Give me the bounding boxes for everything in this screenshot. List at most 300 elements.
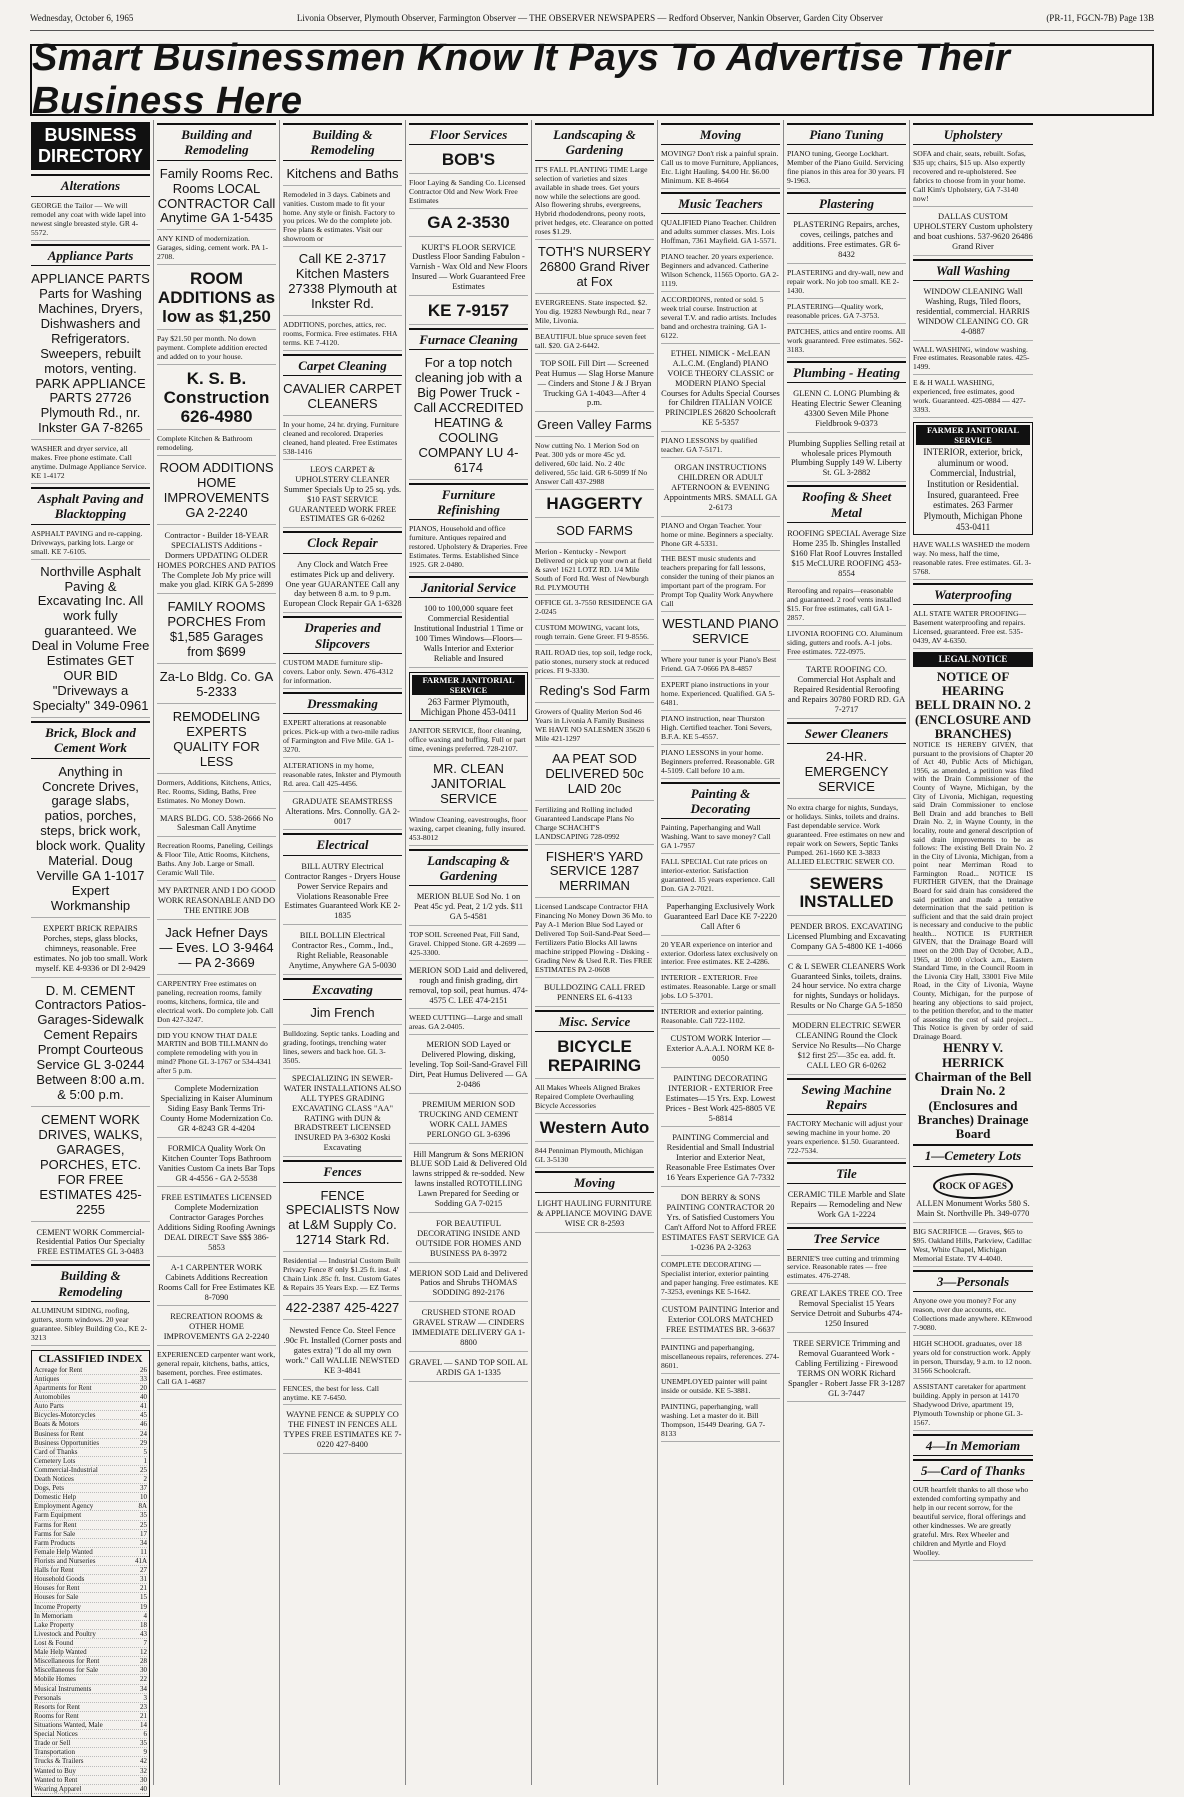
index-number: 35 bbox=[140, 1511, 147, 1520]
ad: Fertilizing and Rolling included Guaranteed Landscape Plans No Charge SCHACHT'S LANDSCAPING 728-0992 bbox=[535, 804, 654, 845]
ad: Green Valley Farms bbox=[535, 415, 654, 437]
heading-building-remodeling: Building and Remodeling bbox=[157, 123, 276, 161]
index-category: Employment Agency bbox=[34, 1502, 94, 1511]
ad: Anyone owe you money? For any reason, over due accounts, etc. Collections made anywhere. KEnwood 7-9080. bbox=[913, 1295, 1033, 1336]
index-row bbox=[34, 1384, 147, 1393]
ad: Any Clock and Watch Free estimates Pick up and delivery. One year GUARANTEE Call any day between 8 a.m. to 9 p.m. European Clock Repair GA 1-6328 bbox=[283, 557, 402, 614]
index-row bbox=[34, 1539, 147, 1548]
ad: Bulldozing. Septic tanks. Loading and grading, footings, trenching water lines, sewers and back hoe. GL 3-3505. bbox=[283, 1028, 402, 1069]
ad: SEWERS INSTALLED bbox=[787, 872, 906, 916]
index-category: Domestic Help bbox=[34, 1493, 77, 1502]
ad: Recreation Rooms, Paneling, Ceilings & Floor Tile, Attic Rooms, Kitchens, Baths. Any Job. Large or Small. Ceramic Wall Tile. bbox=[157, 840, 276, 881]
column-8 bbox=[910, 120, 1036, 1785]
ad: CEMENT WORK Commercial-Residential Patios Our Specialty FREE ESTIMATES GL 3-0483 bbox=[31, 1225, 150, 1262]
ad: Growers of Quality Merion Sod 46 Years in Livonia A Family Business WE HAVE NO SALESMEN 35620 6 Mile 421-1297 bbox=[535, 706, 654, 747]
ad: All Makes Wheels Aligned Brakes Repaired Complete Overhauling Bicycle Accessories bbox=[535, 1082, 654, 1114]
index-category: Household Goods bbox=[34, 1575, 85, 1584]
index-row bbox=[34, 1639, 147, 1648]
index-row bbox=[34, 1393, 147, 1402]
ad: PIANO tuning, George Lockhart. Member of the Piano Guild. Servicing fine pianos in this area for 30 years. FI 9-1963. bbox=[787, 148, 906, 189]
heading-plastering: Plastering bbox=[787, 192, 906, 214]
ad: ROOM ADDITIONS as low as $1,250 bbox=[157, 267, 276, 330]
ad: FAMILY ROOMS PORCHES From $1,585 Garages from $699 bbox=[157, 597, 276, 664]
ad: RECREATION ROOMS & OTHER HOME IMPROVEMENTS GA 2-2240 bbox=[157, 1309, 276, 1346]
rock-of-ages-ad bbox=[913, 1170, 1033, 1223]
ad: GRADUATE SEAMSTRESS Alterations. Mrs. Connolly. GA 2-0017 bbox=[283, 794, 402, 831]
ad: PIANO teacher. 20 years experience. Beginners and advanced. Catherine Wilson Schenck, 11565 Oporto. GA 2-1119. bbox=[661, 251, 780, 292]
legal-notice-bar: LEGAL NOTICE bbox=[913, 652, 1033, 667]
ad: ALLEN Monument Works 580 S. Main St. Northville Ph. 349-0770 bbox=[916, 1199, 1030, 1219]
ad: MODERN ELECTRIC SEWER CLEANING Round the Clock Service No Results—No Charge $12 first 25'—35c ea. add. ft. CALL LEO GR 6-0262 bbox=[787, 1018, 906, 1075]
ad: WEED CUTTING—Large and small areas. GA 2-0405. bbox=[409, 1012, 528, 1035]
ad: CRUSHED STONE ROAD GRAVEL STRAW — CINDERS IMMEDIATE DELIVERY GA 1-8800 bbox=[409, 1305, 528, 1352]
index-category: Card of Thanks bbox=[34, 1447, 78, 1456]
ad: GRAVEL — SAND TOP SOIL AL ARDIS GA 1-1335 bbox=[409, 1355, 528, 1382]
index-category: Lake Property bbox=[34, 1620, 74, 1629]
index-row bbox=[34, 1675, 147, 1684]
ad: PAINTING and paperhanging, miscellaneous repairs, references. 274-8601. bbox=[661, 1342, 780, 1374]
heading-piano-tuning: Piano Tuning bbox=[787, 123, 906, 145]
ad: Reding's Sod Farm bbox=[535, 681, 654, 703]
ad: Kitchens and Baths bbox=[283, 164, 402, 186]
index-category: In Memoriam bbox=[34, 1611, 73, 1620]
ad: FACTORY Mechanic will adjust your sewing machine in your home. 20 years experience. $1.50. Guaranteed. 722-7534. bbox=[787, 1118, 906, 1159]
index-number: 17 bbox=[140, 1529, 147, 1538]
index-number: 11 bbox=[140, 1547, 147, 1556]
index-row bbox=[34, 1566, 147, 1575]
index-row bbox=[34, 1402, 147, 1411]
heading-waterproofing: Waterproofing bbox=[913, 583, 1033, 605]
ad: WESTLAND PIANO SERVICE bbox=[661, 614, 780, 651]
index-number: 21 bbox=[140, 1711, 147, 1720]
index-category: Farm Products bbox=[34, 1538, 76, 1547]
ad: CUSTOM MADE furniture slip-covers. Labor only. Sewn. 476-4312 for information. bbox=[283, 657, 402, 689]
index-number: 22 bbox=[140, 1675, 147, 1684]
ad: PIANO LESSONS by qualified teacher. GA 7-5171. bbox=[661, 435, 780, 458]
index-row bbox=[34, 1484, 147, 1493]
heading-building-remodeling: Building & Remodeling bbox=[31, 1264, 150, 1302]
ad: PIANO LESSONS in your home. Beginners preferred. Reasonable. GR 4-5109. Call before 10 a.m. bbox=[661, 747, 780, 779]
index-category: Situations Wanted, Male bbox=[34, 1721, 103, 1729]
ad: Hill Mangrum & Sons MERION BLUE SOD Laid & Delivered Old lawns stripped & re-sodded. New lawns installed ROTOTILLING Lawn Prepared for Seeding or Sodding GA 7-0215 bbox=[409, 1147, 528, 1213]
heading-sewer-cleaners: Sewer Cleaners bbox=[787, 722, 906, 744]
index-category: Apartments for Rent bbox=[34, 1383, 92, 1392]
ad: Northville Asphalt Paving & Excavating Inc. All work fully guaranteed. We Deal in Volume Free Estimates GET OUR BID "Driveways a Specialty" 349-0961 bbox=[31, 562, 150, 718]
index-number: 6 bbox=[143, 1730, 147, 1739]
dateline-date: Wednesday, October 6, 1965 bbox=[30, 13, 134, 23]
index-category: Trade or Sell bbox=[34, 1739, 71, 1748]
index-category: Bicycles-Motorcycles bbox=[34, 1411, 96, 1420]
heading-card-of-thanks: 5—Card of Thanks bbox=[913, 1459, 1033, 1481]
ad: KURT'S FLOOR SERVICE Dustless Floor Sanding Fabulon - Varnish - Wax Old and New Floors Insured — Work Guaranteed Free Estimates bbox=[409, 240, 528, 297]
index-number: 31 bbox=[140, 1575, 147, 1584]
index-row bbox=[34, 1448, 147, 1457]
index-number: 12 bbox=[140, 1648, 147, 1657]
index-row bbox=[34, 1703, 147, 1712]
index-number: 41 bbox=[140, 1402, 147, 1411]
index-number: 1 bbox=[143, 1456, 147, 1465]
ad: BICYCLE REPAIRING bbox=[535, 1035, 654, 1079]
ad: ASSISTANT caretaker for apartment building. Apply in person at 14170 Shadywood Drive, apartment 19, Plymouth Township or phone GL 3-1567. bbox=[913, 1381, 1033, 1431]
column-4 bbox=[406, 120, 532, 1785]
heading-furnace-cleaning: Furnace Cleaning bbox=[409, 328, 528, 350]
ad: MERION BLUE Sod No. 1 on Peat 45c yd. Peat, 2 1/2 yds. $11 GA 5-4581 bbox=[409, 889, 528, 926]
ad: Merion - Kentucky - Newport Delivered or pick up your own at field & save! 1621 LOTZ RD. 1/4 Mile South of Ford Rd. West of Newburgh Rd. PLYMOUTH bbox=[535, 546, 654, 596]
ad: Newsted Fence Co. Steel Fence .90c Ft. Installed (Corner posts and gates extra) "I do all my own work." Call WALLIE NEWSTED KE 3-4841 bbox=[283, 1323, 402, 1380]
ad: BILL BOLLIN Electrical Contractor Res., Comm., Ind., Right Reliable, Reasonable Anytime, Anywhere GA 5-0030 bbox=[283, 928, 402, 975]
heading-personals: 3—Personals bbox=[913, 1270, 1033, 1292]
column-3 bbox=[280, 120, 406, 1785]
heading-tree-service: Tree Service bbox=[787, 1227, 906, 1249]
ad: BILL AUTRY Electrical Contractor Ranges - Dryers House Power Service Repairs and Violations Reasonable Free Estimates Guaranteed Work KE 2-1835 bbox=[283, 859, 402, 925]
heading-moving: Moving bbox=[535, 1171, 654, 1193]
ad: CERAMIC TILE Marble and Slate Repairs — Remodeling and New Work GA 1-2224 bbox=[787, 1187, 906, 1224]
index-category: Miscellaneous for Sale bbox=[34, 1666, 99, 1675]
ad: APPLIANCE PARTS Parts for Washing Machines, Dryers, Dishwashers and Refrigerators. Sweepers, rebuilt motors, venting. PARK APPLIANCE PARTS 27726 Plymouth Rd., nr. Inkster GA 7-8265 bbox=[31, 269, 150, 440]
ad: 20 YEAR experience on interior and exterior. Odorless latex exclusively on interior. Free estimates. KE 2-4286. bbox=[661, 939, 780, 971]
heading-appliance-parts: Appliance Parts bbox=[31, 244, 150, 266]
ad: PAINTING Commercial and Residential and Small Industrial Interior and Exterior Neat, Reasonable Free Estimates Over 16 Years Experience GA 7-7332 bbox=[661, 1130, 780, 1187]
heading-carpet-cleaning: Carpet Cleaning bbox=[283, 354, 402, 376]
index-category: Personals bbox=[34, 1693, 61, 1702]
farmer-ad-title: FARMER JANITORIAL SERVICE bbox=[916, 425, 1030, 445]
column-2 bbox=[154, 120, 280, 1785]
index-number: 37 bbox=[140, 1484, 147, 1493]
ad: PREMIUM MERION SOD TRUCKING AND CEMENT WORK CALL JAMES PERLONGO GL 3-6396 bbox=[409, 1097, 528, 1144]
index-number: 25 bbox=[140, 1465, 147, 1474]
index-number: 14 bbox=[140, 1721, 147, 1729]
ad: REMODELING EXPERTS QUALITY FOR LESS bbox=[157, 707, 276, 774]
index-category: Male Help Wanted bbox=[34, 1648, 87, 1657]
column-7 bbox=[784, 120, 910, 1785]
ad: Western Auto bbox=[535, 1116, 654, 1142]
index-category: Wearing Apparel bbox=[34, 1784, 82, 1793]
ad: QUALIFIED Piano Teacher. Children and adults summer classes. Mrs. Lois Hoffman, 7361 Mayfield. GA 1-5571. bbox=[661, 217, 780, 249]
index-category: Wanted to Buy bbox=[34, 1766, 76, 1775]
ad: BIG SACRIFICE — Graves, $65 to $95. Oakland Hills, Parkview, Cadillac West, White Chapel, Michigan Memorial Estate. TV 4-4040. bbox=[913, 1226, 1033, 1267]
index-number: 9 bbox=[143, 1748, 147, 1757]
index-number: 3 bbox=[143, 1693, 147, 1702]
farmer-ad-body: 263 Farmer Plymouth, Michigan Phone 453-0411 bbox=[420, 696, 517, 718]
ad: E & H WALL WASHING, experienced, free estimates, good work. Guaranteed. 425-0884 — 427-3393. bbox=[913, 377, 1033, 418]
heading-plumbing-heating: Plumbing - Heating bbox=[787, 361, 906, 383]
ad: 422-2387 425-4227 bbox=[283, 1298, 402, 1320]
index-category: Rooms for Rent bbox=[34, 1711, 79, 1720]
ad: TREE SERVICE Trimming and Removal Guaranteed Work - Cabling Fertilizing - Firewood TERMS ON WORK Richard Spangler - Robert Jasse FR 3-1287 GL 3-7447 bbox=[787, 1336, 906, 1402]
ad: Za-Lo Bldg. Co. GA 5-2333 bbox=[157, 667, 276, 704]
heading-roofing: Roofing & Sheet Metal bbox=[787, 485, 906, 523]
ad: KE 7-9157 bbox=[409, 299, 528, 325]
ad: ACCORDIONS, rented or sold. 5 week trial course. Instruction at several T.V. and radio artists. Includes band and orchestra training. GA 1-6122. bbox=[661, 294, 780, 344]
ad: PATCHES, attics and entire rooms. All work guaranteed. Free estimates. 562-3183. bbox=[787, 326, 906, 358]
index-number: 18 bbox=[140, 1620, 147, 1629]
farmer-ad-body: INTERIOR, exterior, brick, aluminum or wood. Commercial, Industrial, Institution or Residential. Insured, guaranteed. Free estimates. 263 Farmer Plymouth, Michigan Phone 453-0411 bbox=[923, 447, 1023, 532]
ad: TOP SOIL Fill Dirt — Screened Peat Humus — Slag Horse Manure — Cinders and Stone J & J Bryan Trucking GA 1-4043—After 4 p.m. bbox=[535, 356, 654, 413]
heading-dressmaking: Dressmaking bbox=[283, 692, 402, 714]
ad: PLASTERING—Quality work, reasonable prices. GA 7-3753. bbox=[787, 301, 906, 324]
ad: FENCE SPECIALISTS Now at L&M Supply Co. 12714 Stark Rd. bbox=[283, 1186, 402, 1253]
heading-music-teachers: Music Teachers bbox=[661, 192, 780, 214]
classified-index bbox=[31, 1350, 150, 1797]
index-category: Livestock and Poultry bbox=[34, 1629, 96, 1638]
index-category: Farm Equipment bbox=[34, 1511, 82, 1520]
index-category: Boats & Motors bbox=[34, 1420, 80, 1429]
classified-grid bbox=[28, 120, 1164, 1793]
index-category: Income Property bbox=[34, 1602, 81, 1611]
index-row bbox=[34, 1748, 147, 1757]
ad: HAGGERTY bbox=[535, 492, 654, 518]
index-category: Resorts for Rent bbox=[34, 1702, 80, 1711]
index-row bbox=[34, 1530, 147, 1539]
ad: EVERGREENS. State inspected. $2. You dig. 19283 Newburgh Rd., near 7 Mile, Livonia. bbox=[535, 297, 654, 329]
notice-title: NOTICE OF HEARING bbox=[936, 668, 1010, 698]
column-5 bbox=[532, 120, 658, 1785]
ad: DID YOU KNOW THAT DALE MARTIN and BOB TILLMANN do complete remodeling with you in mind? Phone GL 3-1767 or 534-4341 after 5 p.m. bbox=[157, 1030, 276, 1080]
ad: FREE ESTIMATES LICENSED Complete Modernization Contractor Garages Porches Additions Siding Roofing Awnings DEAL DIRECT Save $$$ 386-5853 bbox=[157, 1190, 276, 1256]
index-row bbox=[34, 1366, 147, 1375]
ad: WASHER and dryer service, all makes. Free phone estimate. Call anytime. Dulmage Appliance Service. KE 1-4172 bbox=[31, 443, 150, 484]
index-category: Female Help Wanted bbox=[34, 1547, 93, 1556]
index-category: Acreage for Rent bbox=[34, 1365, 83, 1374]
ad: CAVALIER CARPET CLEANERS bbox=[283, 379, 402, 416]
ad: MERION SOD Layed or Delivered Plowing, disking, leveling. Top Soil-Sand-Gravel Fill Dirt, Peat Humus Delivered — GA 2-0486 bbox=[409, 1037, 528, 1094]
heading-wall-washing: Wall Washing bbox=[913, 259, 1033, 281]
index-category: Florists and Nurseries bbox=[34, 1557, 96, 1566]
ad: MOVING? Don't risk a painful sprain. Call us to move Furniture, Appliances, Etc. Light Hauling. $4.00 Hr. $6.00 Minimum. KE 8-4664 bbox=[661, 148, 780, 189]
index-row bbox=[34, 1730, 147, 1739]
index-category: Death Notices bbox=[34, 1475, 74, 1484]
ad: ALL STATE WATER PROOFING—Basement waterproofing and repairs. Licensed, guaranteed. Free est. 535-0439, AV 4-6350. bbox=[913, 608, 1033, 649]
index-category: Special Notices bbox=[34, 1730, 78, 1739]
ad: Plumbing Supplies Selling retail at wholesale prices Plymouth Plumbing Supply 149 W. Liberty St. GL 3-2882 bbox=[787, 436, 906, 483]
ad: MERION SOD Laid and delivered, rough and finish grading, dirt removal, top soil, peat humus. 474-4575 C. LEE 474-2151 bbox=[409, 963, 528, 1010]
index-number: 4 bbox=[143, 1611, 147, 1620]
ad: In your home, 24 hr. drying. Furniture cleaned and recolored. Draperies cleaned, hand pleated. Free Estimates 538-1416 bbox=[283, 419, 402, 460]
ad: PIANOS, Household and office furniture. Antiques repaired and restored. Upholstery & Draperies. Free Estimates. Terms. Established Since 1925. GR 2-0480. bbox=[409, 523, 528, 573]
index-number: 32 bbox=[140, 1766, 147, 1775]
index-row bbox=[34, 1685, 147, 1694]
notice-subtitle: BELL DRAIN NO. 2 (ENCLOSURE AND BRANCHES) bbox=[915, 697, 1031, 741]
ad: Window Cleaning, eavestroughs, floor waxing, carpet cleaning, fully insured. 453-8012 bbox=[409, 814, 528, 846]
index-row bbox=[34, 1621, 147, 1630]
ad: EXPERT piano instructions in your home. Experienced. Qualified. GA 5-6481. bbox=[661, 679, 780, 711]
index-number: 34 bbox=[140, 1538, 147, 1547]
ad: WINDOW CLEANING Wall Washing, Rugs, Tiled floors, residential, commercial. HARRIS WINDOW CLEANING CO. GR 4-0887 bbox=[913, 284, 1033, 341]
index-row bbox=[34, 1502, 147, 1511]
ad: 100 to 100,000 square feet Commercial Residential Institutional Industrial 1 Time or 100 Times Windows—Floors—Walls Interior and Exterior Reliable and Insured bbox=[409, 601, 528, 667]
heading-janitorial-service: Janitorial Service bbox=[409, 576, 528, 598]
ad: OFFICE GL 3-7550 RESIDENCE GA 2-0245 bbox=[535, 597, 654, 620]
ad: SOD FARMS bbox=[535, 521, 654, 543]
rock-of-ages-logo: ROCK OF AGES bbox=[933, 1173, 1013, 1200]
ad: WALL WASHING, window washing. Free estimates. Reasonable rates. 425-1499. bbox=[913, 344, 1033, 376]
ad: Licensed Landscape Contractor FHA Financing No Money Down 36 Mo. to Pay A-1 Merion Blue Sod Layed or Delivered Top Soil-Sand-Peat Seed—Fertilizers Patio Blocks All lawns machine stripped Plowing - Disking - Grading New & Used R.R. Ties FREE ESTIMATES PA 2-0608 bbox=[535, 901, 654, 978]
index-number: 28 bbox=[140, 1657, 147, 1666]
ad: CARPENTRY Free estimates on paneling, recreation rooms, family rooms, kitchens, formica, tile and electrical work. Do complete job. Call Don 427-3247. bbox=[157, 978, 276, 1028]
ad: PAINTING, paperhanging, wall washing. Let a master do it. Bill Thompson, 15449 Dearing. GA 7-8133 bbox=[661, 1401, 780, 1442]
heading-fences: Fences bbox=[283, 1160, 402, 1182]
ad: PENDER BROS. EXCAVATING Licensed Plumbing and Excavating Company GA 5-4800 KE 1-4066 bbox=[787, 919, 906, 956]
ad: BOB'S bbox=[409, 148, 528, 174]
ad: HIGH SCHOOL graduates, over 18 years old for construction work. Apply in person, Thursday, 9 a.m. to 12 noon. 31566 Schoolcraft. bbox=[913, 1338, 1033, 1379]
index-number: 10 bbox=[140, 1493, 147, 1502]
index-row bbox=[34, 1757, 147, 1766]
ad: GLENN C. LONG Plumbing & Heating Electric Sewer Cleaning 43300 Seven Mile Phone Fieldbrook 9-0373 bbox=[787, 386, 906, 433]
ad: EXPERT BRICK REPAIRS Porches, steps, glass blocks, chimneys, reasonable. Free estimates. No job too small. Work myself. KE 4-9336 or DI 2-9429 bbox=[31, 921, 150, 978]
index-row bbox=[34, 1603, 147, 1612]
ad: DON BERRY & SONS PAINTING CONTRACTOR 20 Yrs. of Satisfied Customers You Can't Afford Not to Afford FREE ESTIMATES FAST SERVICE GA 1-0236 PA 2-3263 bbox=[661, 1190, 780, 1256]
ad: THE BEST music students and teachers preparing for fall lessons, consider the tuning of their pianos an important part of the program. For Prompt Top Quality Work Anywhere Call bbox=[661, 553, 780, 612]
ad: Reroofing and repairs—reasonable and guaranteed. 2 roof vents installed $15. For free estimates, call GA 1-2857. bbox=[787, 585, 906, 626]
ad: EXPERIENCED carpenter want work, general repair, kitchens, baths, attics, basement, porches. Free estimates. Call GA 1-4687 bbox=[157, 1349, 276, 1390]
ad: Call KE 2-3717 Kitchen Masters 27338 Plymouth at Inkster Rd. bbox=[283, 249, 402, 316]
ad: HAVE WALLS WASHED the modern way. No mess, half the time, reasonable rates. Free estimates. GL 3-5768. bbox=[913, 539, 1033, 580]
ad: MARS BLDG. CO. 538-2666 No Salesman Call Anytime bbox=[157, 811, 276, 838]
column-1 bbox=[28, 120, 154, 1793]
index-category: Transportation bbox=[34, 1748, 75, 1757]
heading-floor-services: Floor Services bbox=[409, 123, 528, 145]
ad: ALUMINUM SIDING, roofing, gutters, storm windows. 20 year guarantee. Sibley Building Co., KE 2-3213 bbox=[31, 1305, 150, 1346]
heading-tile: Tile bbox=[787, 1162, 906, 1184]
ad: BEAUTIFUL blue spruce seven feet tall. $20. GA 2-6442. bbox=[535, 331, 654, 354]
ad: RAIL ROAD ties, top soil, ledge rock, patio stones, nursery stock at reduced prices. FI 9-3330. bbox=[535, 647, 654, 679]
ad: SPECIALIZING IN SEWER-WATER INSTALLATIONS ALSO ALL TYPES GRADING EXCAVATING CLASS "AA" RATING with DUN & BRADSTREET LICENSED INSURED PA 3-6302 Koski Excavating bbox=[283, 1071, 402, 1157]
index-row bbox=[34, 1521, 147, 1530]
ad: Complete Kitchen & Bathroom remodeling. bbox=[157, 433, 276, 456]
index-row bbox=[34, 1548, 147, 1557]
index-row bbox=[34, 1430, 147, 1439]
ad: Contractor - Builder 18-YEAR SPECIALISTS Additions - Dormers UPDATING OLDER HOMES PORCHES AND PATIOS The Complete Job My price will make you glad. KIRK GA 5-2899 bbox=[157, 528, 276, 594]
heading-painting: Painting & Decorating bbox=[661, 782, 780, 820]
index-category: Musical Instruments bbox=[34, 1684, 92, 1693]
index-number: 40 bbox=[140, 1393, 147, 1402]
ad: Jack Hefner Days — Eves. LO 3-9464 — PA 2-3669 bbox=[157, 923, 276, 975]
ad: INTERIOR - EXTERIOR. Free estimates. Reasonable. Large or small jobs. LO 5-3701. bbox=[661, 972, 780, 1004]
ad: EXPERT alterations at reasonable prices. Pick-up with a two-mile radius of Farmington and Five Mile. GA 1-3270. bbox=[283, 717, 402, 758]
ad: Residential — Industrial Custom Built Privacy Fence 8' only $1.25 ft. inst. 4' Chain Link .85c ft. Inst. Custom Gates & Repairs 35 Years Exp. — EZ Terms bbox=[283, 1255, 402, 1296]
ad: K. S. B. Construction 626-4980 bbox=[157, 367, 276, 430]
ad: ADDITIONS, porches, attics, rec. rooms, Formica. Free estimates. FHA terms. KE 7-4120. bbox=[283, 319, 402, 351]
index-category: Business for Rent bbox=[34, 1429, 84, 1438]
index-number: 30 bbox=[140, 1775, 147, 1784]
index-number: 45 bbox=[140, 1411, 147, 1420]
ad: Anything in Concrete Drives, garage slabs, patios, porches, steps, brick work, block work. Quality Material. Doug Verville GA 1-1017 Expert Workmanship bbox=[31, 762, 150, 918]
ad: FISHER'S YARD SERVICE 1287 MERRIMAN bbox=[535, 847, 654, 899]
heading-building-remodeling: Building & Remodeling bbox=[283, 123, 402, 161]
banner bbox=[30, 37, 1154, 122]
heading-alterations: Alterations bbox=[31, 174, 150, 196]
dateline-page: (PR-11, FGCN-7B) Page 13B bbox=[1046, 13, 1154, 23]
farmer-janitorial-ad bbox=[913, 422, 1033, 535]
ad: 24-HR. EMERGENCY SERVICE bbox=[787, 747, 906, 799]
directory-badge-line-2: DIRECTORY bbox=[37, 146, 143, 167]
index-number: 5 bbox=[143, 1447, 147, 1456]
index-category: Automobiles bbox=[34, 1393, 71, 1402]
index-category: Mobile Homes bbox=[34, 1675, 76, 1684]
heading-moving: Moving bbox=[661, 123, 780, 145]
ad: Remodeled in 3 days. Cabinets and vanities. Custom made to fit your home. Any style or finish. Factory to you prices. We do the complete job. Free plans & estimates. Visit our showroom or bbox=[283, 189, 402, 248]
index-category: Houses for Sale bbox=[34, 1593, 79, 1602]
ad: CEMENT WORK DRIVES, WALKS, GARAGES, PORCHES, ETC. FOR FREE ESTIMATES 425-2255 bbox=[31, 1110, 150, 1222]
ad: COMPLETE DECORATING — Specialist interior, exterior painting and paper hanging. Free estimates. KE 7-3253, evenings KE 5-1642. bbox=[661, 1259, 780, 1300]
ad: TOP SOIL Screened Peat, Fill Sand, Gravel. Chipped Stone. GR 4-2699 — 425-3300. bbox=[409, 929, 528, 961]
ad: C & L SEWER CLEANERS Work Guaranteed Sinks, toilets, drains. 24 hour service. No extra charge for nights, Sundays or holidays. Results or No Charge GA 5-1850 bbox=[787, 959, 906, 1016]
ad: INTERIOR and exterior painting. Reasonable. Call 722-1102. bbox=[661, 1006, 780, 1029]
index-number: 2 bbox=[143, 1475, 147, 1484]
ad: ETHEL NIMICK - McLEAN A.L.C.M. (England) PIANO VOICE THEORY CLASSIC or MODERN PIANO Special Courses for Adults Special Courses for Children ITALIAN VOICE PRINCIPLES 26820 Schoolcraft KE 5-5357 bbox=[661, 346, 780, 432]
ad: PAINTING DECORATING INTERIOR - EXTERIOR Free Estimates—15 Yrs. Exp. Lowest Prices - Best Work 425-8805 VE 5-8814 bbox=[661, 1071, 780, 1128]
ad: PIANO instruction, near Thurston High. Certified teacher. Toni Severs, B.F.A. KE 5-4557. bbox=[661, 713, 780, 745]
index-row bbox=[34, 1648, 147, 1657]
ad: Where your tuner is your Piano's Best Friend. GA 7-0666 PA 8-4857 bbox=[661, 654, 780, 677]
index-category: Wanted to Rent bbox=[34, 1775, 78, 1784]
index-number: 27 bbox=[140, 1566, 147, 1575]
index-row bbox=[34, 1767, 147, 1776]
index-row bbox=[34, 1739, 147, 1748]
dateline bbox=[30, 6, 1154, 31]
ad: ASPHALT PAVING and re-capping. Driveways, parking lots. Large or small. KE 7-6105. bbox=[31, 528, 150, 560]
heading-cemetery-lots: 1—Cemetery Lots bbox=[913, 1144, 1033, 1166]
ad: 844 Penniman Plymouth, Michigan GL 3-5130 bbox=[535, 1145, 654, 1168]
index-row bbox=[34, 1439, 147, 1448]
index-category: Commercial-Industrial bbox=[34, 1465, 98, 1474]
ad: ANY KIND of modernization. Garages, siding, cement work. PA 1-2708. bbox=[157, 233, 276, 265]
ad: ALTERATIONS in my home, reasonable rates, Inkster and Plymouth Rd. area. Call 425-4456. bbox=[283, 760, 402, 792]
directory-badge-line-1: BUSINESS bbox=[44, 125, 137, 145]
index-row bbox=[34, 1511, 147, 1520]
index-number: 15 bbox=[140, 1593, 147, 1602]
ad: For a top notch cleaning job with a Big Power Truck - Call ACCREDITED HEATING & COOLING COMPANY LU 4-6174 bbox=[409, 353, 528, 480]
index-row bbox=[34, 1712, 147, 1721]
index-row bbox=[34, 1475, 147, 1484]
heading-in-memoriam: 4—In Memoriam bbox=[913, 1434, 1033, 1456]
index-row bbox=[34, 1411, 147, 1420]
index-number: 41A bbox=[134, 1557, 147, 1566]
ad: Floor Laying & Sanding Co. Licensed Contractor Old and New Work Free Estimates bbox=[409, 177, 528, 209]
ad: TARTE ROOFING CO. Commercial Hot Asphalt and Repaired Residential Reroofing and Repairs 30780 FORD RD. GA 7-2717 bbox=[787, 662, 906, 719]
dateline-papers: Livonia Observer, Plymouth Observer, Farmington Observer — THE OBSERVER NEWSPAPERS — Redford Observer, Nankin Observer, Garden City Observer bbox=[296, 13, 883, 23]
index-category: Farms for Rent bbox=[34, 1520, 77, 1529]
ad: CUSTOM MOWING, vacant lots, rough terrain. Gene Greer. FI 9-8556. bbox=[535, 622, 654, 645]
ad: DALLAS CUSTOM UPHOLSTERY Custom upholstery and boat cushions. 537-9620 26486 Grand River bbox=[913, 209, 1033, 256]
ad: ROOM ADDITIONS HOME IMPROVEMENTS GA 2-2240 bbox=[157, 458, 276, 525]
ad: LIGHT HAULING FURNITURE & APPLIANCE MOVING DAVE WISE CR 8-2593 bbox=[535, 1196, 654, 1233]
index-category: Trucks & Trailers bbox=[34, 1757, 84, 1766]
index-row bbox=[34, 1776, 147, 1785]
farmer-ad-title: FARMER JANITORIAL SERVICE bbox=[412, 675, 525, 695]
index-category: Antiques bbox=[34, 1374, 60, 1383]
index-number: 21 bbox=[140, 1584, 147, 1593]
ad: UNEMPLOYED painter will paint inside or outside. KE 5-3881. bbox=[661, 1376, 780, 1399]
heading-sewing-machine: Sewing Machine Repairs bbox=[787, 1078, 906, 1116]
ad: AA PEAT SOD DELIVERED 50c LAID 20c bbox=[535, 749, 654, 801]
notice-signature: HENRY V. HERRICK Chairman of the Bell Drain No. 2 (Enclosures and Branches) Drainage Board bbox=[914, 1040, 1032, 1142]
ad: ORGAN INSTRUCTIONS CHILDREN OR ADULT AFTERNOON & EVENING Appointments MRS. SMALL GA 2-6173 bbox=[661, 460, 780, 517]
ad: GEORGE the Tailor — We will remodel any coat with wide lapel into newest single breasted style. GR 4-5572. bbox=[31, 200, 150, 241]
ad: GREAT LAKES TREE CO. Tree Removal Specialist 15 Years Service Detroit and Suburbs 474-1250 Insured bbox=[787, 1286, 906, 1333]
ad: PLASTERING and dry-wall, new and repair work. No job too small. KE 2-1430. bbox=[787, 267, 906, 299]
farmer-janitorial-ad bbox=[409, 672, 528, 721]
index-row bbox=[34, 1593, 147, 1602]
index-category: Lost & Found bbox=[34, 1639, 74, 1648]
ad: CUSTOM PAINTING Interior and Exterior COLORS MATCHED FREE ESTIMATES BR. 3-6637 bbox=[661, 1302, 780, 1339]
ad: OUR heartfelt thanks to all those who extended comforting sympathy and help in our recent sorrow, for the beautiful service, floral offerings and other kindnesses. We are greatly grateful. Mrs. Rex Wheeler and children and Myrtle and Floyd Woolley. bbox=[913, 1484, 1033, 1561]
index-number: 24 bbox=[140, 1429, 147, 1438]
heading-misc-service: Misc. Service bbox=[535, 1010, 654, 1032]
index-number: 26 bbox=[140, 1365, 147, 1374]
index-row bbox=[34, 1612, 147, 1621]
ad: CUSTOM WORK Interior — Exterior A.A.A.I. NORM KE 8-0050 bbox=[661, 1031, 780, 1068]
